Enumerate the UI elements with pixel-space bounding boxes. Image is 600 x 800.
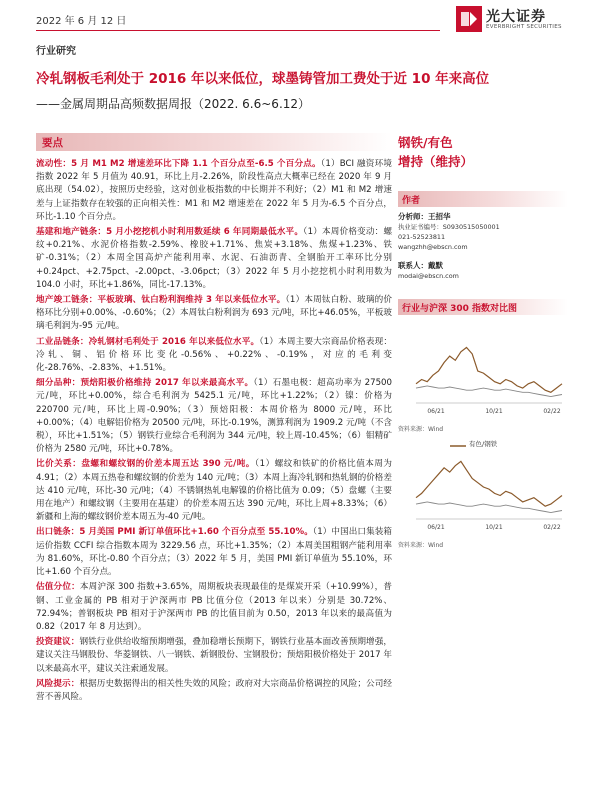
key-point-paragraph — [36, 377, 392, 456]
x-tick-label: 06/21 — [427, 408, 445, 415]
series-line-1 — [416, 502, 562, 513]
key-point-lead: 地产竣工链条：平板玻璃、钛白粉利润维持 3 年以来低位水平。 — [36, 295, 286, 306]
index-comparison-chart-2 — [402, 439, 568, 539]
key-point-paragraph — [36, 226, 392, 292]
key-point-lead: 估值分位： — [36, 582, 80, 593]
key-points-heading-bar — [36, 133, 392, 151]
header-divider — [36, 30, 440, 31]
report-subtitle: ——金属周期品高频数据周报（2022. 6.6~6.12） — [36, 97, 311, 111]
contact-name: 联系人：戴默 — [398, 261, 443, 270]
author-heading: 作者 — [402, 196, 421, 206]
report-category: 行业研究 — [36, 46, 76, 57]
key-point-lead: 比价关系：盘螺和螺纹钢的价差本周五达 390 元/吨。 — [36, 459, 255, 470]
report-title: 冷轧钢板毛利处于 2016 年以来低位，球墨铸管加工费处于近 10 年来高位 — [36, 71, 490, 87]
key-point-text: （1）本周价格变动：螺纹+0.21%、水泥价格指数-2.59%、橡胶+1.71%、焦炭+3.18%、焦煤+1.23%、铁矿-0.31%；（2）本周全国高炉产能利用率、水泥、石油沥青、全钢胎开工率环比分别+0.24pct、+2.75pct、-2.00pct、-3.06pct；（3）2022 年 5 月小挖挖机小时利用数为 104.0 小时，环比+1.86%，同比-17.13%。 — [36, 227, 393, 290]
chart-1-source: 资料来源：Wind — [398, 426, 444, 433]
key-point-text: （1）本周主要大宗商品价格表现：冷轧、铜、铝价格环比变化-0.56%、+0.22%、-0.19%，对应的毛利变化-28.76%、-2.83%、+1.51%。 — [36, 336, 392, 374]
key-point-lead: 细分品种：预焙阳极价格维持 2017 年以来最高水平。 — [36, 378, 254, 389]
key-point-paragraph — [36, 294, 392, 334]
key-points-body — [36, 158, 392, 706]
x-tick-label: 02/22 — [543, 408, 561, 415]
key-point-lead: 基建和地产链条：5 月小挖挖机小时利用数延续 6 年同期最低水平。 — [36, 227, 304, 238]
x-tick-label: 06/21 — [427, 524, 445, 531]
key-point-text: （1）石墨电极：超高功率为 27500 元/吨，环比+0.00%，综合毛利润为 5425.1 元/吨，环比+1.22%；（2）镍：价格为 220700 元/吨，环比上周-0.90%；（3）预焙阳极：本周价格为 8000 元/吨，环比+0.00%；（4）电解铝价格为 20500 元/吨，环比-0.19%，测算利润为 1909.2 元/吨（不含税），环比+1.51%；（5）钢铁行业综合毛利润为 344 元/吨，较上周-10.45%；（6）钼精矿价格为 2580 元/吨，环比+0.78%。 — [36, 378, 392, 455]
series-line-0 — [416, 461, 562, 506]
key-point-text: 本周沪深 300 指数+3.65%，周期板块表现最佳的是煤炭开采（+10.99%），普钢、工业金属的 PB 相对于沪深两市 PB 比值分位（2013 年以来）分别是 30.72%、72.94%；普钢板块 PB 相对于沪深两市 PB 的比值目前为 0.50，2013 年以来的最高值为 0.82（2017 年 8 月达到）。 — [36, 582, 392, 632]
logo-chinese-name: 光大证券 — [486, 9, 546, 25]
chart-2-source: 资料来源：Wind — [398, 542, 444, 549]
key-point-text: （1）BCI 融资环境指数 2022 年 5 月值为 40.91，环比上月-2.26%，阶段性高点大概率已经在 2020 年 9 月底出现（54.02），按照历史经验，这对创业板指数的中长期并不利好；（2）M1 和 M2 增速差与上证指数存在较强的正向相关性：M1 和 M2 增速差在 2022 年 5 月为-6.5 个百分点，环比-1.10 个百分点。 — [36, 159, 392, 222]
key-point-paragraph — [36, 336, 392, 376]
key-point-text: （1）螺纹和铁矿的价格比值本周为 4.91；（2）本周五热卷和螺纹钢的价差为 140 元/吨；（3）本周上海冷轧钢和热轧钢的价格差达 410 元/吨，环比-30 元/吨；（4）不锈钢热轧电解镍的价格比值为 0.09；（5）盘螺（主要用在地产）和螺纹钢（主要用在基建）的价差本周五达 390 元/吨，环比上周+8.33%；（6）新疆和上海的螺纹钢价差本周五为-40 元/吨。 — [36, 459, 393, 523]
series-line-0 — [416, 348, 562, 393]
legend-label: 有色/钢铁 — [469, 440, 498, 448]
key-point-lead: 流动性：5 月 M1 M2 增速差环比下降 1.1 个百分点至-6.5 个百分点。 — [36, 159, 321, 169]
rating-label: 增持（维持） — [398, 154, 474, 169]
index-comparison-chart-1 — [402, 323, 568, 423]
key-point-lead: 风险提示： — [36, 678, 80, 689]
key-point-paragraph — [36, 678, 392, 704]
logo-mark-icon — [456, 6, 482, 32]
logo-english-name: EVERBRIGHT SECURITIES — [486, 24, 562, 30]
x-tick-label: 02/22 — [543, 524, 561, 531]
key-point-lead: 投资建议： — [36, 637, 80, 648]
x-tick-label: 10/21 — [485, 408, 503, 415]
chart-heading: 行业与沪深 300 指数对比图 — [402, 304, 518, 314]
chart-2-legend — [450, 439, 550, 453]
analyst-email: wangzhh@ebscn.com — [398, 243, 468, 251]
legend-line-icon — [450, 441, 466, 451]
company-logo — [456, 6, 586, 36]
key-point-paragraph — [36, 458, 392, 524]
analyst-phone: 021-52523811 — [398, 233, 446, 241]
key-point-text: 根据历史数据得出的相关性失效的风险；政府对大宗商品价格调控的风险；公司经营不善风险。 — [36, 678, 392, 702]
report-date: 2022 年 6 月 12 日 — [36, 16, 127, 27]
key-point-text: 钢铁行业供给收缩预期增强，叠加稳增长预期下，钢铁行业基本面改善预期增强，建议关注马钢股份、华菱钢铁、八一钢铁、新钢股份、宝钢股份；预焙阳极价格处于 2017 年以来最高水平，建议关注索通发展。 — [36, 637, 392, 674]
x-tick-label: 10/21 — [485, 524, 503, 531]
series-line-1 — [416, 386, 562, 397]
sidebar — [398, 133, 568, 793]
analyst-cert: 执业证书编号：S0930515050001 — [398, 223, 500, 231]
key-points-heading: 要点 — [42, 137, 63, 149]
key-point-paragraph — [36, 581, 392, 634]
chart-heading-bar — [398, 299, 568, 315]
key-point-paragraph — [36, 526, 392, 579]
analyst-name: 分析师：王招华 — [398, 212, 451, 221]
key-point-text: （1）本周钛白粉、玻璃的价格环比分别+0.00%、-0.60%；（2）本周钛白粉利润为 693 元/吨，环比+46.05%，平板玻璃毛利润为-95 元/吨。 — [36, 295, 393, 332]
key-point-paragraph — [36, 636, 392, 676]
key-point-paragraph — [36, 158, 392, 224]
author-heading-bar — [398, 191, 568, 207]
sector-label: 钢铁/有色 — [398, 135, 453, 150]
key-point-text: （1）中国出口集装箱运价指数 CCFI 综合指数本周为 3229.56 点，环比+1.35%；（2）本周美国粗钢产能利用率为 81.60%，环比-0.80 个百分点；（3）2022 年 5 月，美国 PMI 新订单值为 55.10%，环比+1.60 个百分点。 — [36, 527, 392, 578]
key-point-lead: 工业品链条：冷轧钢材毛利处于 2016 年以来低位水平。 — [36, 336, 260, 347]
key-point-lead: 出口链条：5 月美国 PMI 新订单值环比+1.60 个百分点至 55.10%。 — [36, 527, 313, 538]
contact-email: modai@ebscn.com — [398, 272, 459, 280]
